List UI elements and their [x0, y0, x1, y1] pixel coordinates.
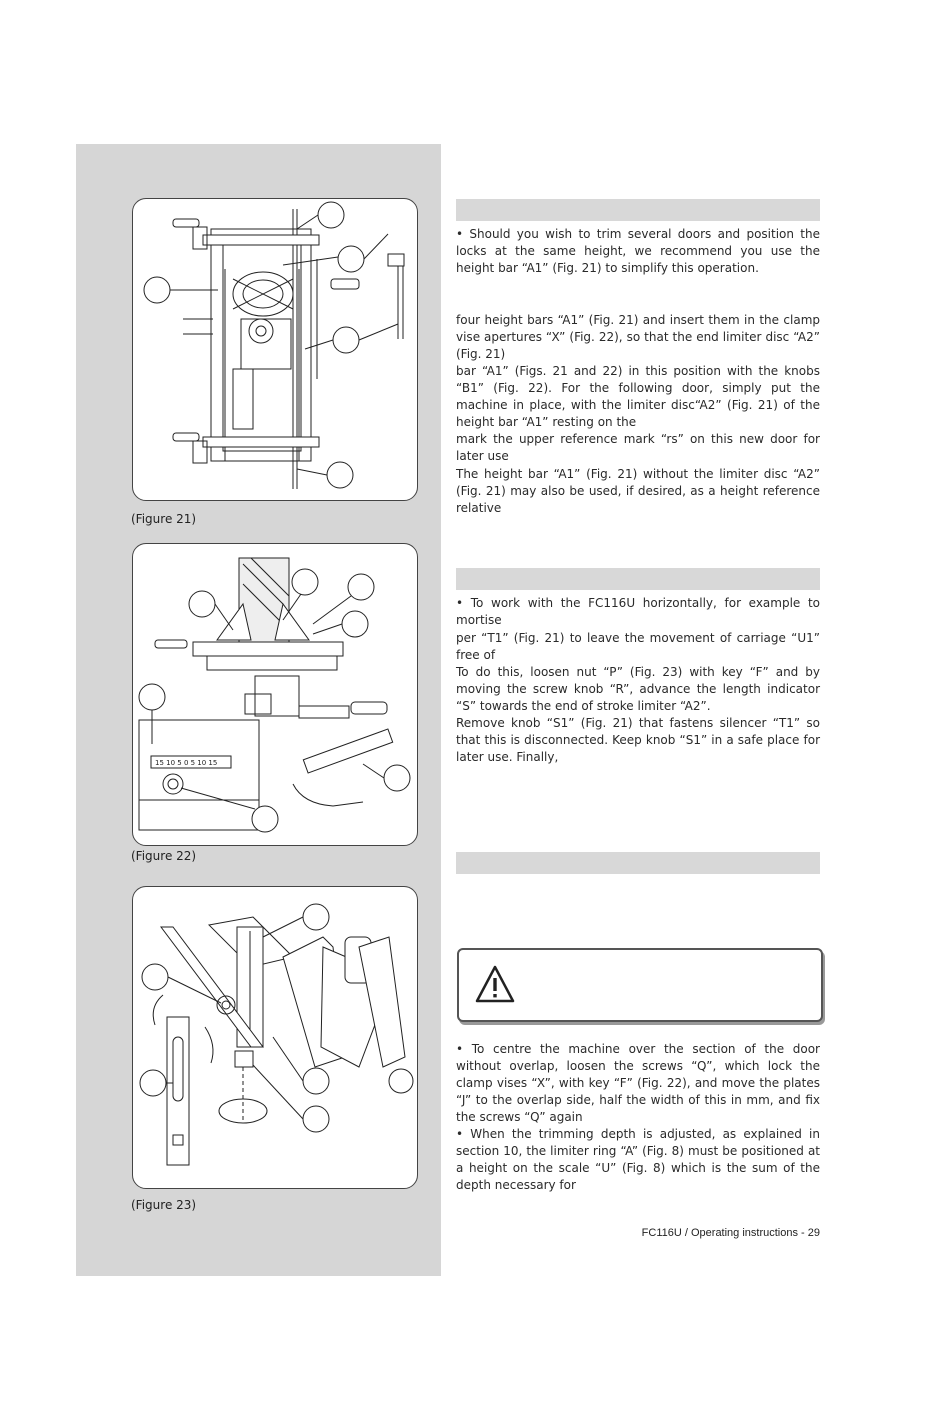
section3-paragraph-1: • To centre the machine over the section of the door without overlap, loosen the screws “Q”, which lock the clamp vises “X”, with key “F” (Fig. 22), and move the plates “J” to the overlap side, half the width of this in mm, and fix the screws “Q” again: [456, 1042, 820, 1124]
section1-paragraph-4: mark the upper reference mark “rs” on this new door for later use: [456, 432, 820, 463]
warning-box: [457, 948, 823, 1022]
section3-paragraph-2: • When the trimming depth is adjusted, as explained in section 10, the limiter ring “A” (Fig. 8) must be positioned at a height on the scale “U” (Fig. 8) which is the sum of the depth necessary for: [456, 1127, 820, 1192]
section1-paragraph-1: • Should you wish to trim several doors and position the locks at the same height, we recommend you use the height bar “A1” (Fig. 21) to simplify this operation.: [456, 227, 820, 275]
figure-23-image: [132, 886, 418, 1189]
page-footer: FC116U / Operating instructions - 29: [641, 1227, 820, 1239]
section1-paragraph-3: bar “A1” (Figs. 21 and 22) in this position with the knobs “B1” (Fig. 22). For the following door, simply put the machine in place, with the limiter disc“A2” (Fig. 21) of the height bar “A1” resting on the: [456, 364, 820, 429]
section1-paragraph-2: four height bars “A1” (Fig. 21) and insert them in the clamp vise apertures “X” (Fig. 22), so that the end limiter disc “A2” (Fig. 21): [456, 313, 820, 361]
warning-triangle-icon: [475, 964, 515, 1004]
section2-paragraph-2: per “T1” (Fig. 21) to leave the movement of carriage “U1” free of: [456, 631, 820, 662]
section2-paragraph-4: Remove knob “S1” (Fig. 21) that fastens silencer “T1” so that this is disconnected. Keep knob “S1” in a safe place for later use. Finally,: [456, 716, 820, 764]
svg-text:15 10 5 0 5 10 15: 15 10 5 0 5 10 15: [155, 759, 218, 767]
section-heading-bar-1: [456, 199, 820, 221]
figure-22-caption: (Figure 22): [131, 849, 197, 863]
section1-paragraph-5: The height bar “A1” (Fig. 21) without the limiter disc “A2” (Fig. 21) may also be used, if desired, as a height reference relative: [456, 467, 820, 515]
section2-paragraph-1: • To work with the FC116U horizontally, for example to mortise: [456, 596, 820, 627]
figure-22-image: [132, 543, 418, 846]
figure-21-image: [132, 198, 418, 501]
figure-21-caption: (Figure 21): [131, 512, 197, 526]
figure-23-caption: (Figure 23): [131, 1198, 197, 1212]
section2-paragraph-3: To do this, loosen nut “P” (Fig. 23) with key “F” and by moving the screw knob “R”, advance the length indicator “S” towards the end of stroke limiter “A2”.: [456, 665, 820, 713]
section-heading-bar-2: [456, 568, 820, 590]
section-heading-bar-3: [456, 852, 820, 874]
